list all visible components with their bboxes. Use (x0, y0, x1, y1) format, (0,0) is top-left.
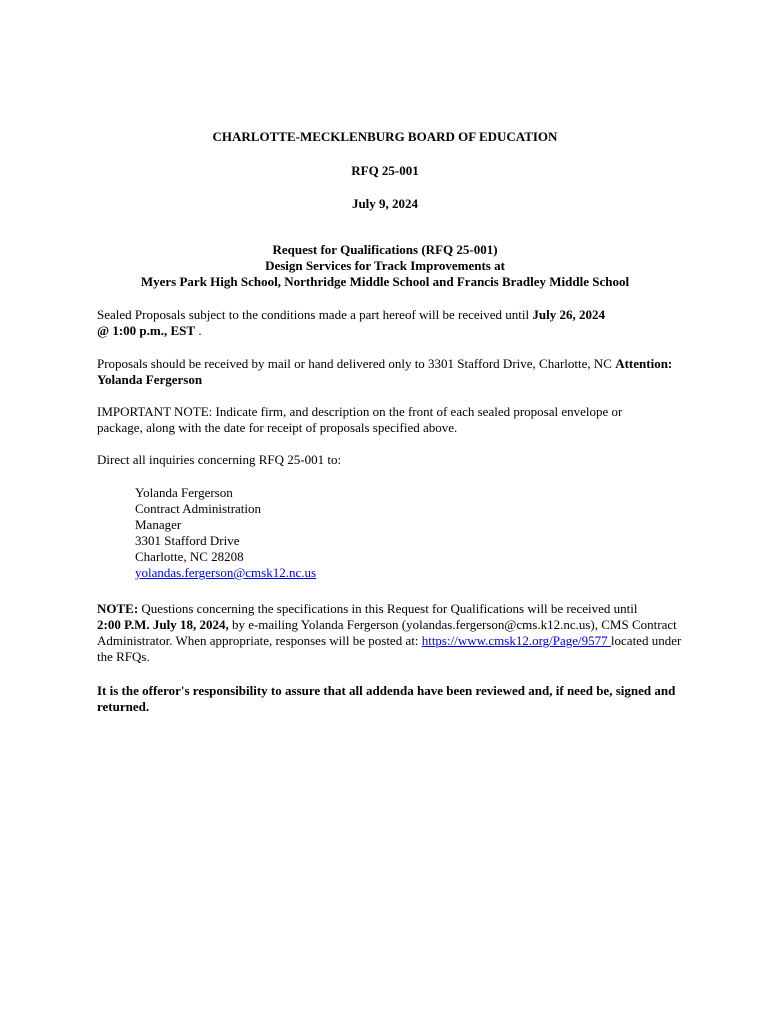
title-line-1: Request for Qualifications (RFQ 25-001) (272, 242, 498, 257)
attention-label: Attention: (615, 356, 673, 371)
responsibility-line-2: returned. (97, 699, 150, 714)
contact-title-1: Contract Administration (135, 501, 262, 516)
important-line-1: IMPORTANT NOTE: Indicate firm, and description on the front of each sealed proposal envelope or (97, 404, 623, 419)
note-text-3: Administrator. When appropriate, responses will be posted at: (97, 633, 422, 648)
delivery-text: Proposals should be received by mail or hand delivered only to 3301 Stafford Drive, Charlotte, NC (97, 356, 616, 371)
note-text-4: located under (610, 633, 682, 648)
note-deadline: 2:00 P.M. July 18, 2024, (97, 617, 229, 632)
issue-date: July 9, 2024 (351, 196, 419, 211)
contact-address-1: 3301 Stafford Drive (135, 533, 240, 548)
responsibility-paragraph (97, 683, 737, 715)
inquiries-intro: Direct all inquiries concerning RFQ 25-001 to: (97, 452, 342, 467)
note-text-5: the RFQs. (97, 649, 150, 664)
contact-title-2: Manager (135, 517, 182, 532)
important-note-paragraph (97, 404, 737, 436)
title-line-3: Myers Park High School, Northridge Middle School and Francis Bradley Middle School (140, 274, 630, 289)
contact-block (135, 485, 535, 581)
sealed-end: . (195, 323, 202, 338)
deadline-date: July 26, 2024 (532, 307, 605, 322)
important-line-2: package, along with the date for receipt of proposals specified above. (97, 420, 458, 435)
contact-email-link[interactable]: yolandas.fergerson@cmsk12.nc.us (135, 565, 317, 580)
contact-address-2: Charlotte, NC 28208 (135, 549, 244, 564)
responsibility-line-1: It is the offeror's responsibility to assure that all addenda have been reviewed and, if need be, signed and (97, 683, 676, 698)
deadline-time: @ 1:00 p.m., EST (97, 323, 196, 338)
rfq-number: RFQ 25-001 (351, 163, 419, 178)
note-text-2: by e-mailing Yolanda Fergerson (yolandas.fergerson@cms.k12.nc.us), CMS Contract (228, 617, 677, 632)
org-heading: CHARLOTTE-MECKLENBURG BOARD OF EDUCATION (212, 129, 558, 144)
contact-name: Yolanda Fergerson (135, 485, 233, 500)
sealed-text: Sealed Proposals subject to the conditions made a part hereof will be received until (97, 307, 533, 322)
attention-name: Yolanda Fergerson (97, 372, 203, 387)
note-label: NOTE: (97, 601, 139, 616)
sealed-proposals-paragraph (97, 307, 737, 339)
note-text-1: Questions concerning the specifications in this Request for Qualifications will be received until (138, 601, 638, 616)
delivery-paragraph (97, 356, 737, 388)
note-paragraph (97, 601, 737, 665)
title-line-2: Design Services for Track Improvements at (265, 258, 505, 273)
rfq-page-link[interactable]: https://www.cmsk12.org/Page/9577 (421, 633, 611, 648)
